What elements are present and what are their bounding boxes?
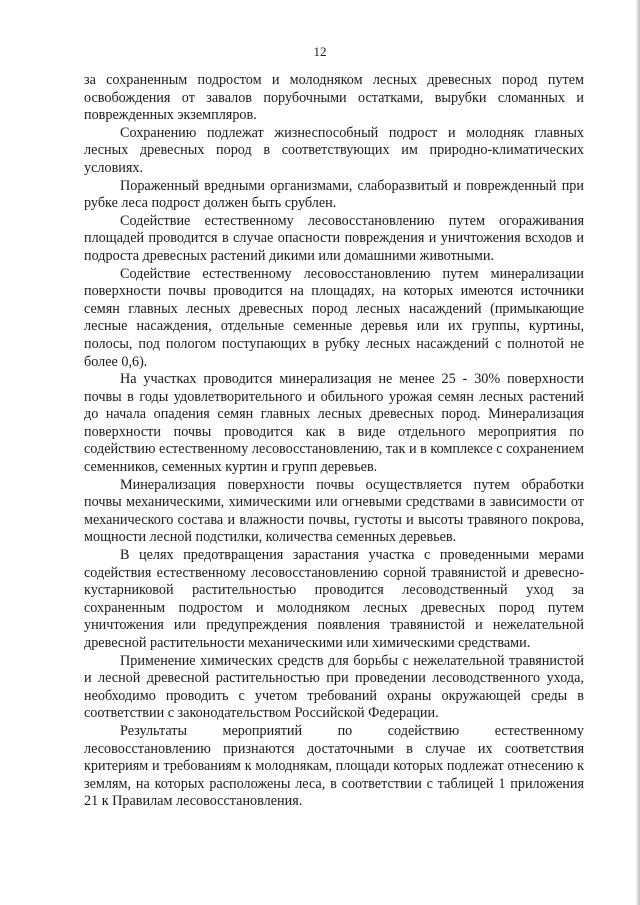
paragraph: Применение химических средств для борьбы с нежелательной травянистой и лесной древесной растительностью при проведении лесоводственного ухода, необходимо проводить с учетом требований охраны окружающей среды в соответствии с законодательством Российской Федерации.	[84, 652, 584, 722]
paragraph-continuation: за сохраненным подростом и молодняком лесных древесных пород путем освобождения от завалов порубочными остатками, вырубки сломанных и поврежденных экземпляров.	[84, 72, 584, 124]
paragraph: Пораженный вредными организмами, слаборазвитый и поврежденный при рубке леса подрост должен быть срублен.	[84, 177, 584, 212]
paragraph: Содействие естественному лесовосстановлению путем минерализации поверхности почвы проводится на площадях, на которых имеются источники семян главных лесных древесных пород лесных насаждений (примыкающие лесные насаждения, отдельные семенные деревья или их группы, куртины, полосы, под пологом поступающих в рубку лесных насаждений с полнотой не более 0,6).	[84, 265, 584, 370]
paragraph: Результаты мероприятий по содействию естественному лесовосстановлению признаются достаточными в случае их соответствия критериям и требованиям к молоднякам, площади которых подлежат отнесению к землям, на которых расположены леса, в соответствии с таблицей 1 приложения 21 к Правилам лесовосстановления.	[84, 722, 584, 810]
paragraph: В целях предотвращения зарастания участка с проведенными мерами содействия естественному лесовосстановлению сорной травянистой и древесно-кустарниковой растительностью проводится лесоводственный уход за сохраненным подростом и молодняком лесных древесных пород путем уничтожения или предупреждения появления травянистой и нежелательной древесной растительности механическими или химическими средствами.	[84, 547, 584, 651]
document-body	[84, 72, 584, 811]
page-edge-shadow	[636, 0, 640, 905]
paragraph: На участках проводится минерализация не менее 25 - 30% поверхности почвы в годы удовлетворительного и обильного урожая семян лесных растений до начала опадения семян главных лесных древесных пород. Минерализация поверхности почвы проводится как в виде отдельного мероприятия по содействию естественному лесовосстановлению, так и в комплексе с сохранением семенников, семенных куртин и групп деревьев.	[84, 371, 584, 476]
paragraph: Сохранению подлежат жизнеспособный подрост и молодняк главных лесных древесных пород в соответствующих им природно-климатических условиях.	[84, 124, 584, 176]
paragraph: Содействие естественному лесовосстановлению путем огораживания площадей проводится в случае опасности повреждения и уничтожения всходов и подроста древесных растений дикими или домашними животными.	[84, 212, 584, 264]
page-number: 12	[313, 44, 327, 59]
paragraph: Минерализация поверхности почвы осуществляется путем обработки почвы механическими, химическими или огневыми средствами в зависимости от механического состава и влажности почвы, густоты и высоты травяного покрова, мощности лесной подстилки, количества семенных деревьев.	[84, 476, 584, 546]
